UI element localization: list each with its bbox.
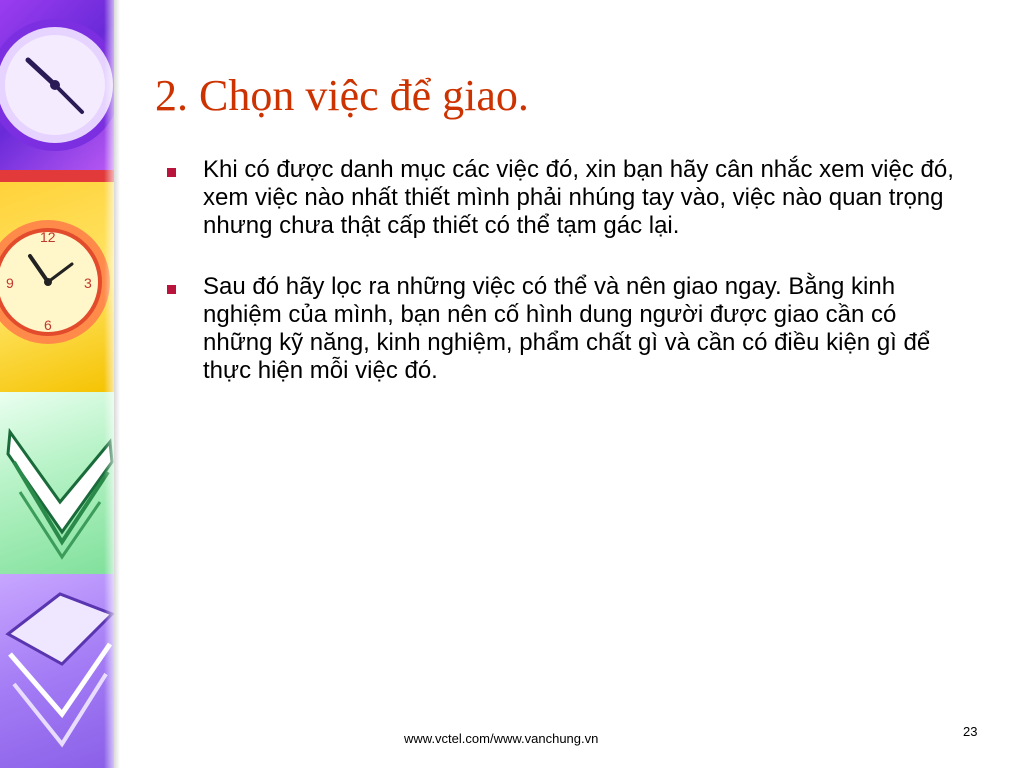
square-bullet-icon	[167, 285, 176, 294]
sidebar-divider	[114, 0, 120, 768]
svg-text:9: 9	[6, 275, 14, 291]
svg-text:3: 3	[84, 275, 92, 291]
svg-text:12: 12	[40, 229, 56, 245]
decorative-sidebar	[0, 0, 118, 768]
green-book-image	[0, 392, 118, 574]
slide-number: 23	[963, 724, 978, 739]
svg-text:6: 6	[44, 317, 52, 333]
footer-url: www.vctel.com/www.vanchung.vn	[404, 731, 599, 746]
purple-book-image	[0, 574, 118, 768]
square-bullet-icon	[167, 168, 176, 177]
bullet-text: Sau đó hãy lọc ra những việc có thể và nên giao ngay. Bằng kinh nghiệm của mình, bạn nên cố hình dung người được giao cần có những kỹ năng, kinh nghiệm, phẩm chất gì và cần có điều kiện gì để thực hiện mỗi việc đó.	[203, 273, 931, 384]
slide-content	[165, 156, 970, 418]
bullet-item	[165, 273, 970, 385]
yellow-clock-image	[0, 182, 118, 392]
slide-title: 2. Chọn việc để giao.	[155, 71, 529, 120]
purple-clock-image	[0, 0, 118, 182]
bullet-text: Khi có được danh mục các việc đó, xin bạn hãy cân nhắc xem việc đó, xem việc nào nhất thiết mình phải nhúng tay vào, việc nào quan trọng nhưng chưa thật cấp thiết có thể tạm gác lại.	[203, 156, 954, 239]
bullet-item	[165, 156, 970, 240]
